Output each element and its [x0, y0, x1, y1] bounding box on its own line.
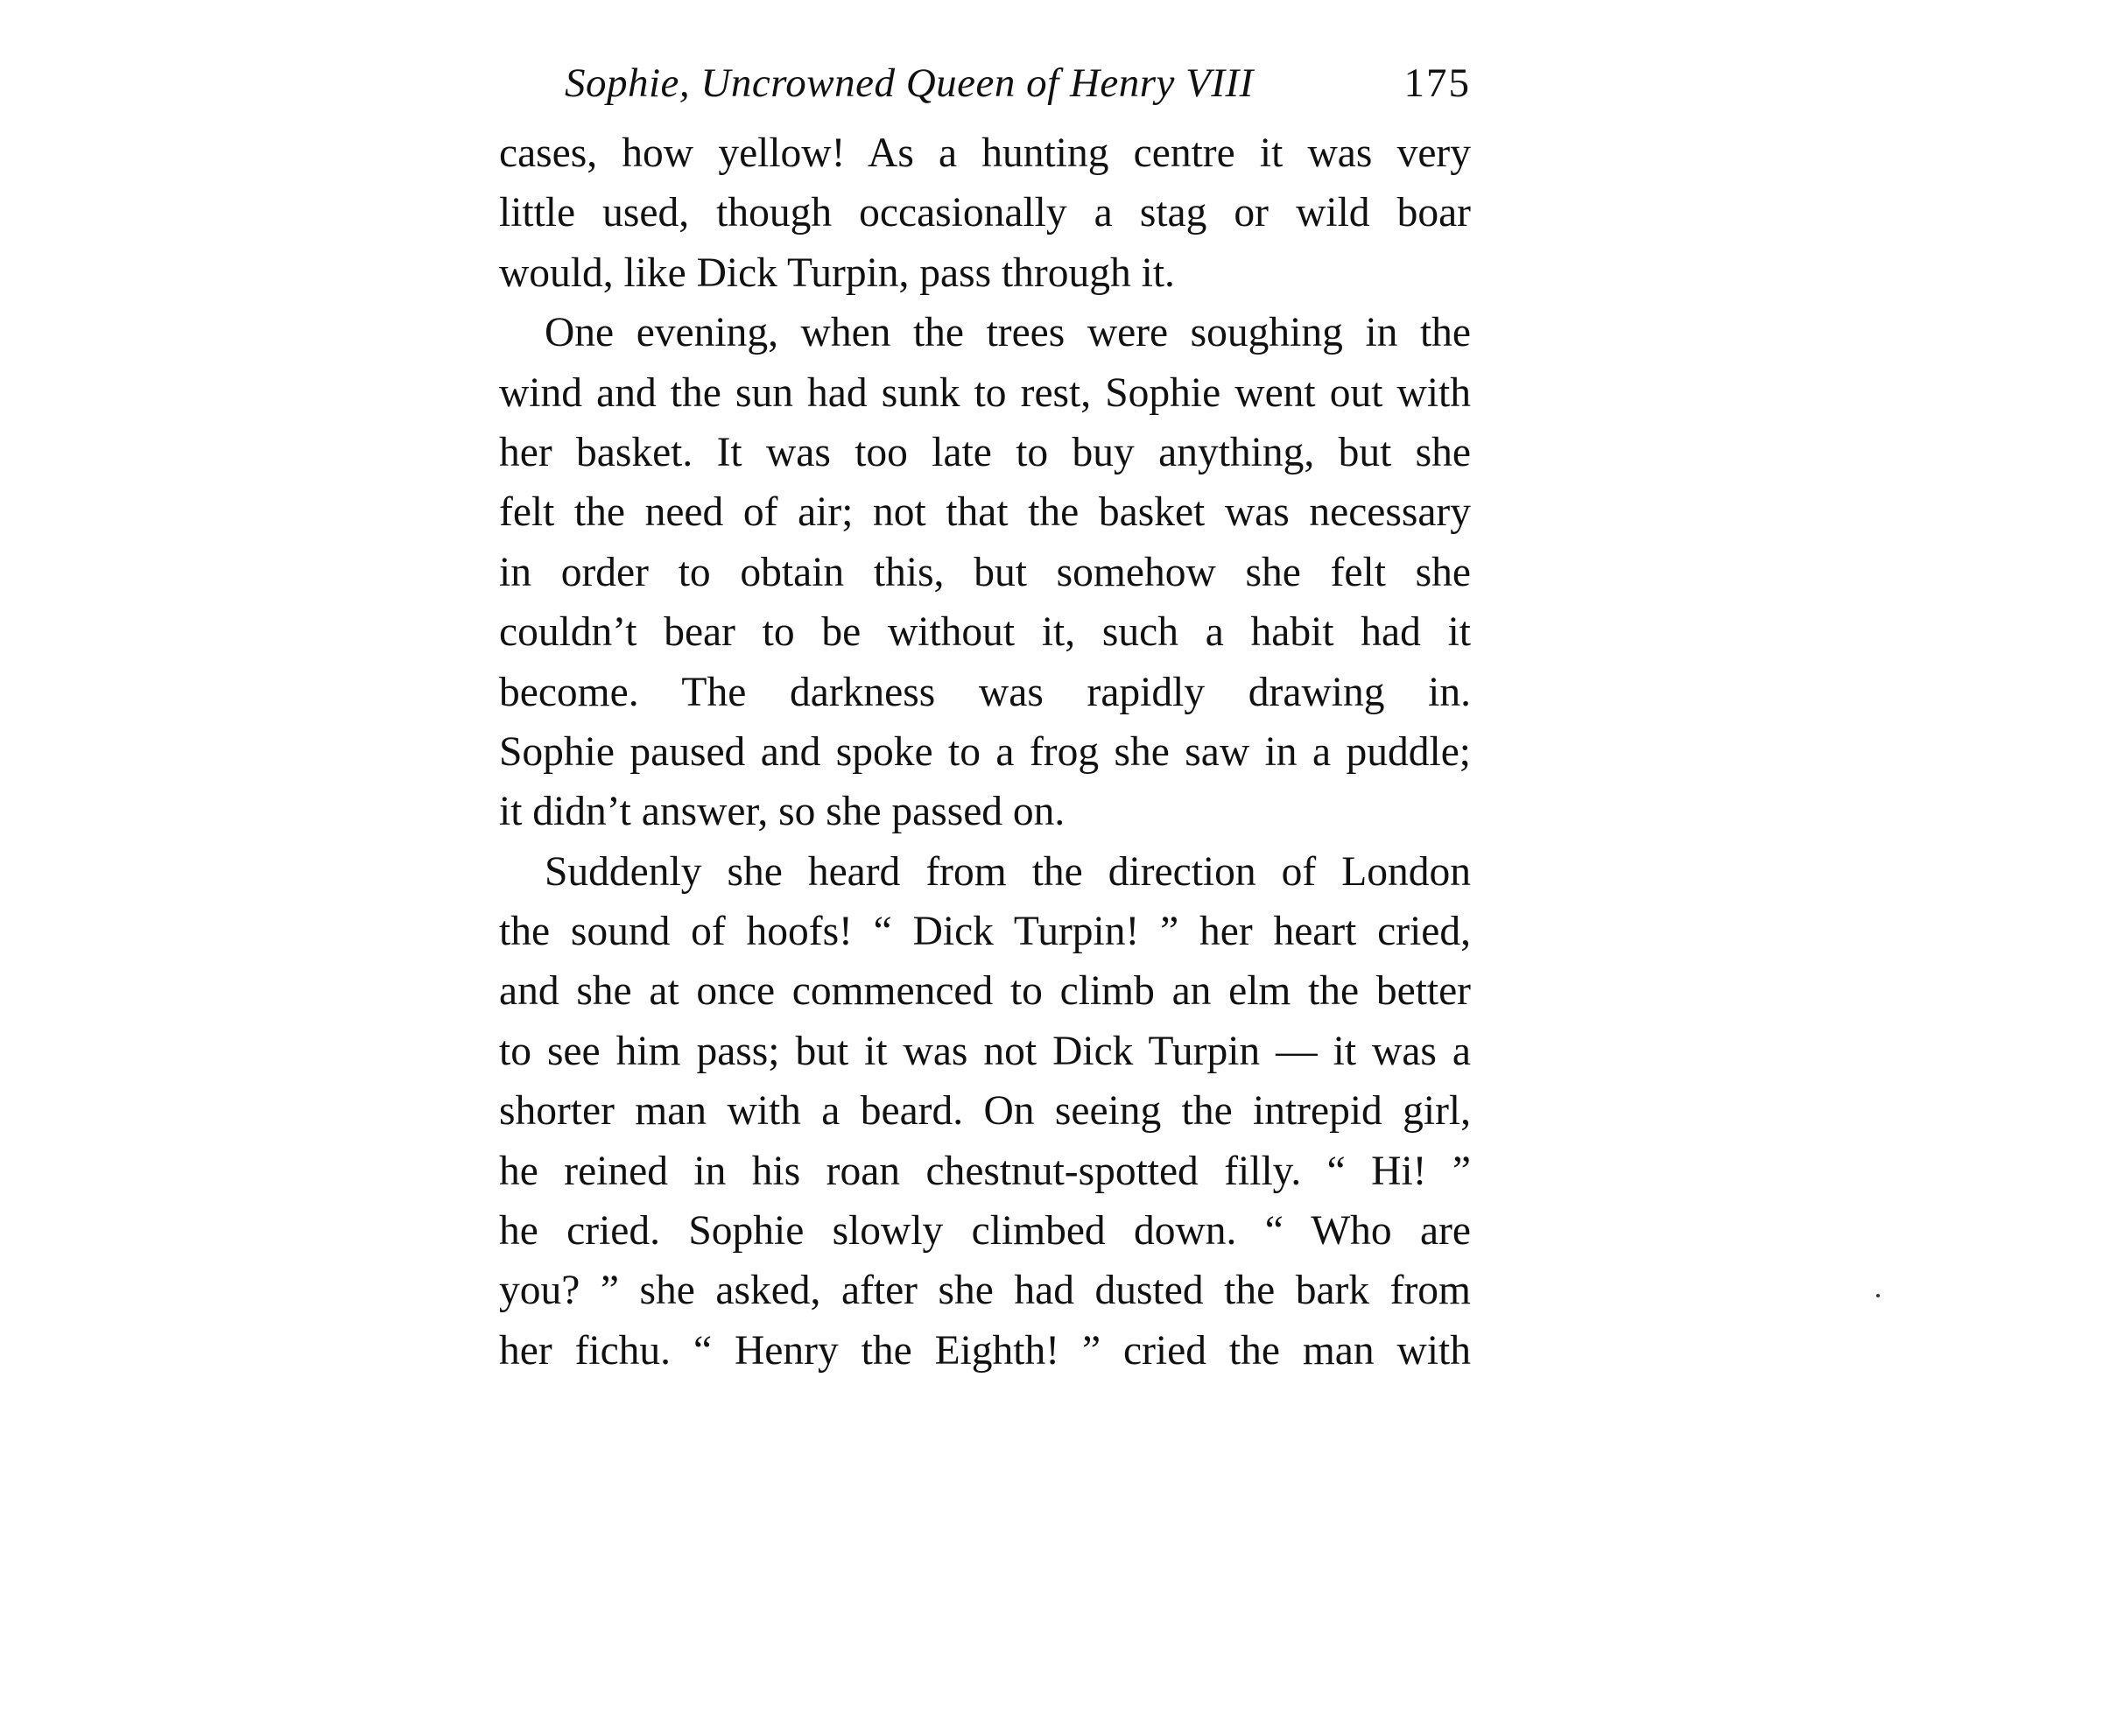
- scan-speck: [1876, 1294, 1880, 1297]
- text-line: her basket. It was too late to buy anything, but she: [499, 429, 1471, 475]
- text-line: shorter man with a beard. On seeing the intrepid girl,: [499, 1088, 1471, 1135]
- text-line: in order to obtain this, but somehow she felt she: [499, 549, 1471, 595]
- text-line: it didn’t answer, so she passed on.: [499, 789, 1066, 835]
- paragraph-3: [499, 842, 1471, 1381]
- text-line: to see him pass; but it was not Dick Turpin — it was a: [499, 1028, 1471, 1074]
- text-line: would, like Dick Turpin, pass through it.: [499, 250, 1175, 296]
- text-line: couldn’t bear to be without it, such a habit had it: [499, 609, 1471, 656]
- body-text: [499, 123, 1471, 1381]
- text-line: the sound of hoofs! “ Dick Turpin! ” her heart cried,: [499, 909, 1471, 955]
- text-line: Sophie paused and spoke to a frog she saw in a puddle;: [499, 728, 1471, 775]
- text-line: Suddenly she heard from the direction of London: [545, 848, 1471, 895]
- text-line: and she at once commenced to climb an elm the better: [499, 968, 1471, 1015]
- text-line: wind and the sun had sunk to rest, Sophie went out with: [499, 369, 1471, 416]
- text-line: he reined in his roan chestnut-spotted filly. “ Hi! ”: [499, 1148, 1471, 1194]
- text-line: cases, how yellow! As a hunting centre it was very: [499, 130, 1471, 176]
- text-line: he cried. Sophie slowly climbed down. “ Who are: [499, 1208, 1471, 1255]
- text-line: her fichu. “ Henry the Eighth! ” cried the man with: [499, 1327, 1471, 1374]
- running-head: [565, 48, 1471, 118]
- paragraph-2: [499, 303, 1471, 842]
- text-line: little used, though occasionally a stag or wild boar: [499, 190, 1471, 236]
- paragraph-1: [499, 123, 1471, 303]
- page-number: 175: [1403, 60, 1471, 106]
- running-title: Sophie, Uncrowned Queen of Henry VIII: [565, 60, 1254, 106]
- text-line: felt the need of air; not that the basket was necessary: [499, 489, 1471, 536]
- text-line: become. The darkness was rapidly drawing in.: [499, 669, 1471, 715]
- text-line: you? ” she asked, after she had dusted the bark from: [499, 1268, 1471, 1314]
- text-line: One evening, when the trees were soughing in the: [545, 310, 1471, 356]
